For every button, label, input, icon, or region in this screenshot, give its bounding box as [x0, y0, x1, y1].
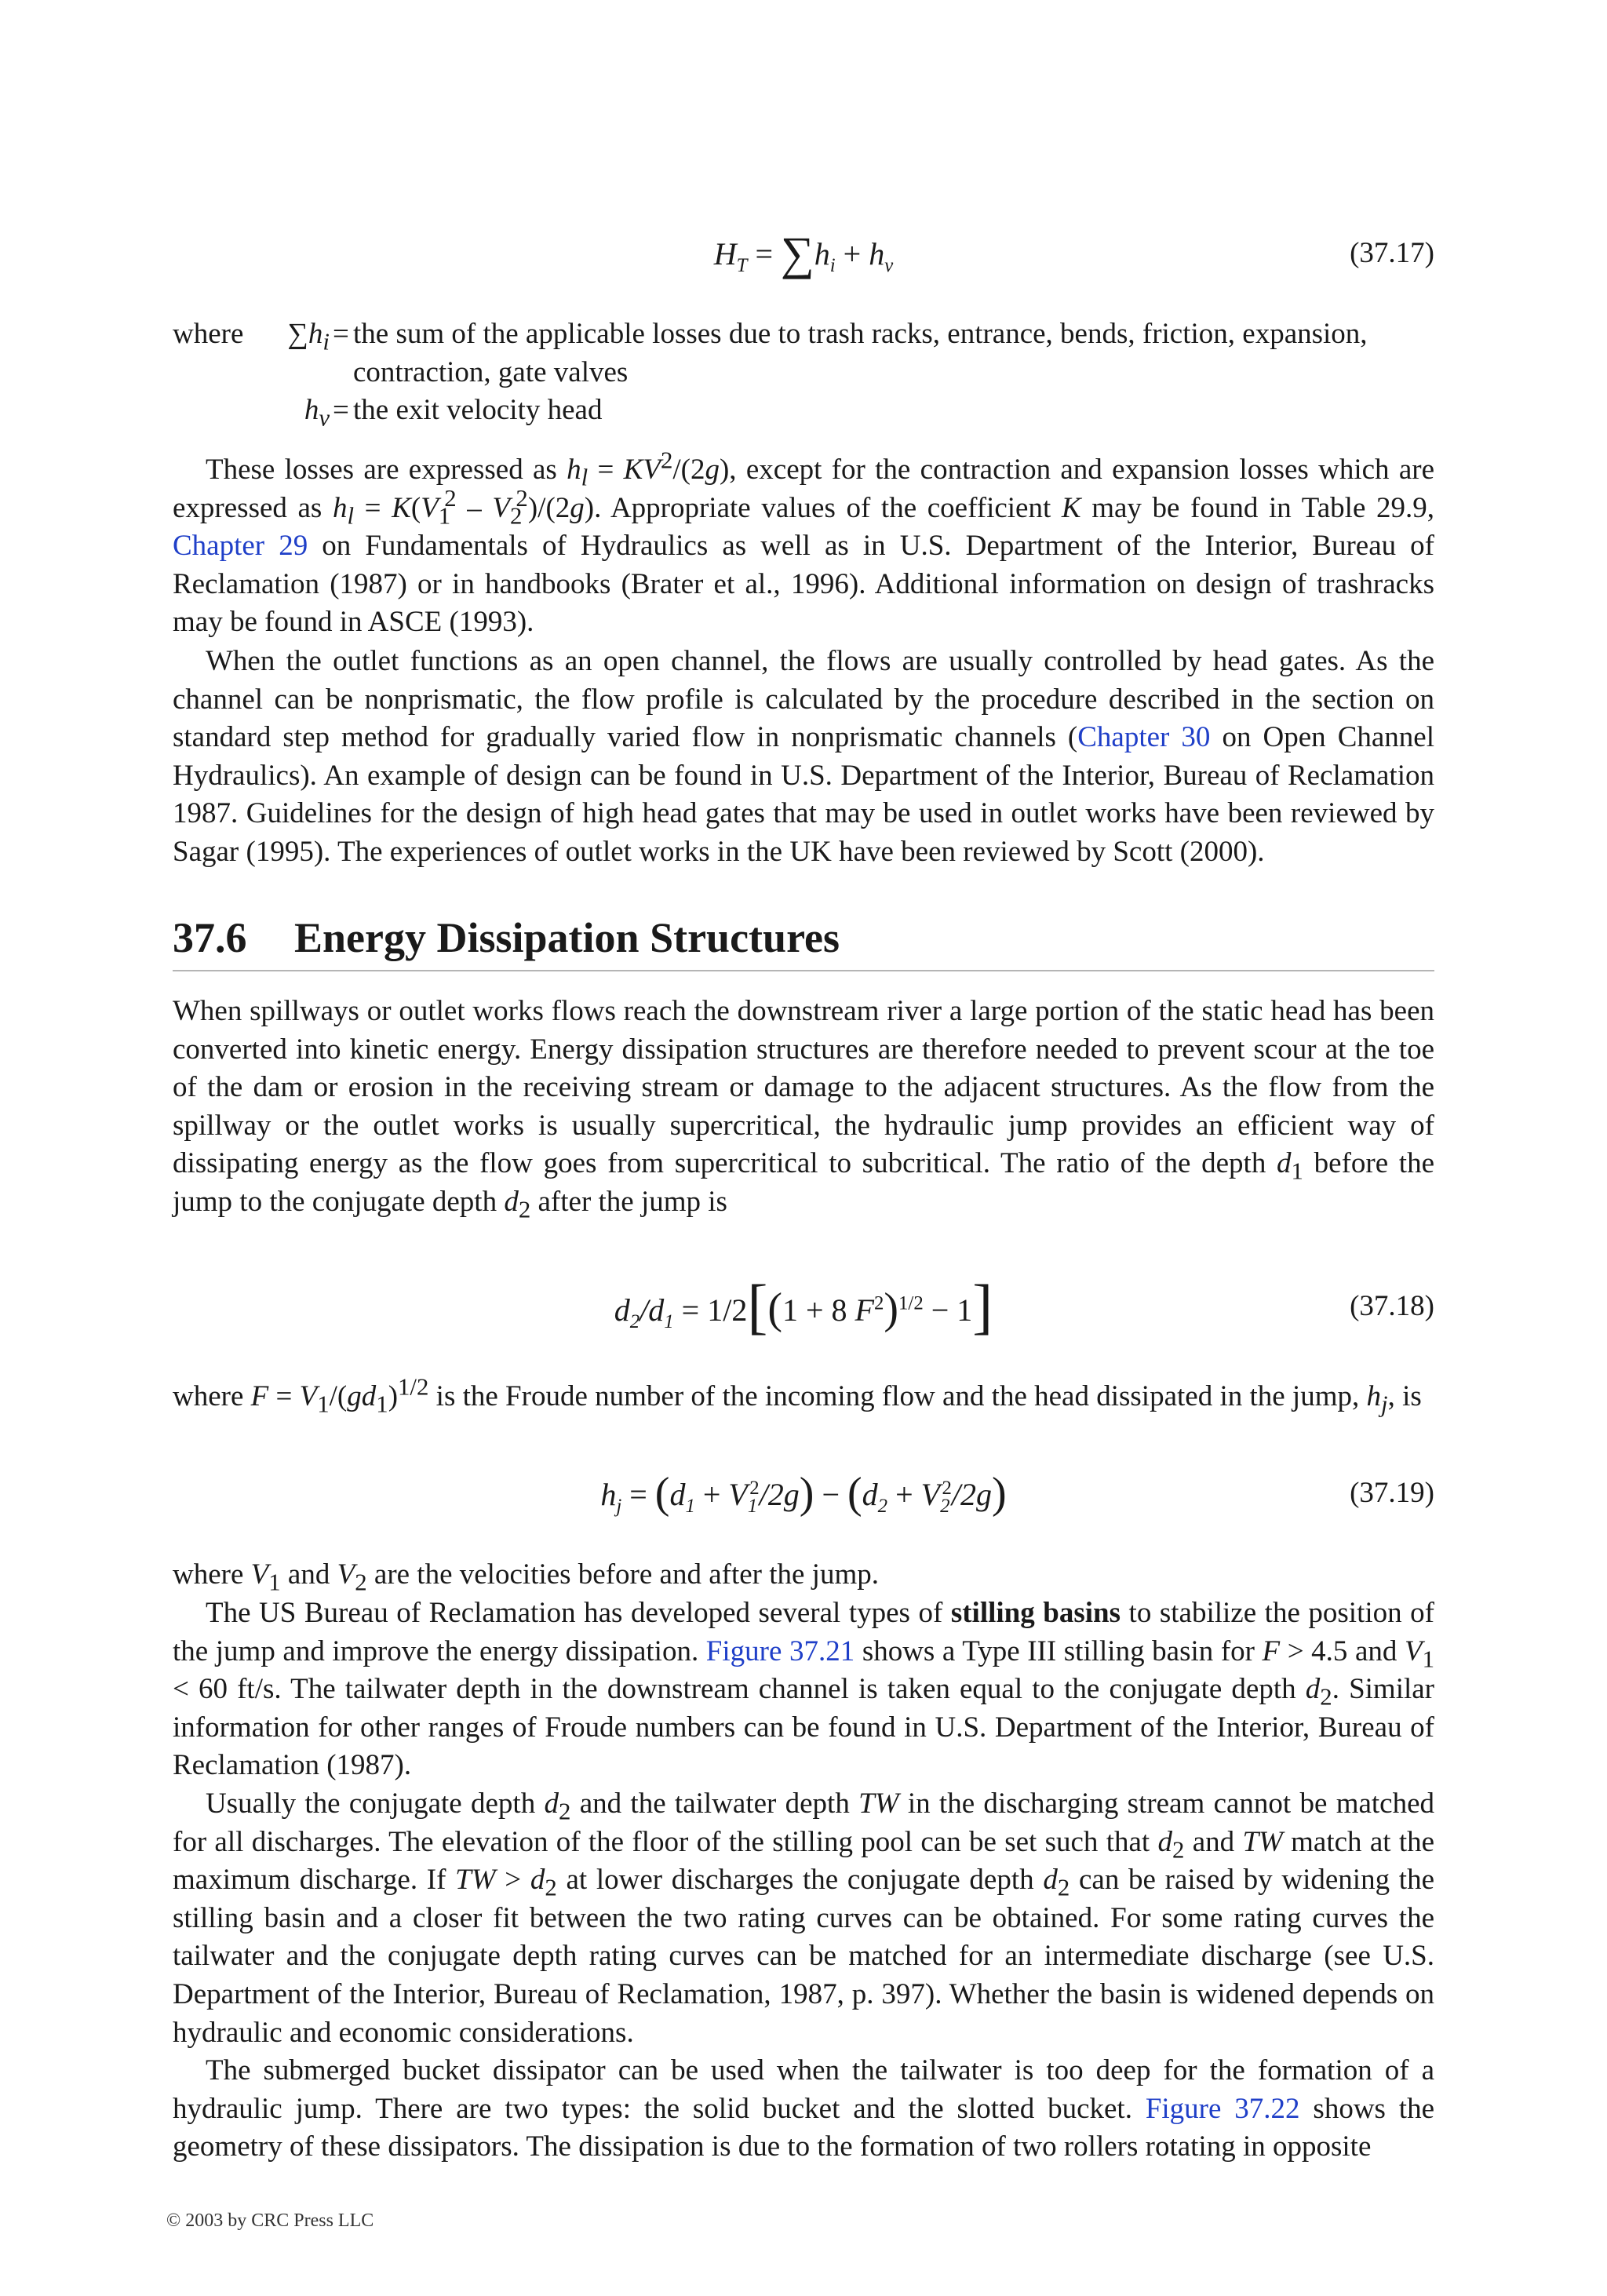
equation-number: (37.19) [1350, 1477, 1434, 1509]
equation-37-17-math: $H_T = \sum h_i + h_v$ [713, 228, 894, 279]
link-figure-37-21[interactable]: Figure 37.21 [705, 1635, 855, 1667]
definition-sum-losses: where $\sum h_i$ = the sum of the applicable losses due to trash racks, entrance, bends, friction, expansion, contraction, gate valves [173, 315, 1434, 392]
paragraph-energy-dissipation-intro: When spillways or outlet works flows reach the downstream river a large portion of the static head has been converted into kinetic energy. Energy dissipation structures are therefore needed to prevent scour at the toe of the dam or erosion in the receiving stream or damage to the adjacent structures. As the flow from the spillway or the outlet works is usually supercritical, the hydraulic jump provides an efficient way of dissipating energy as the flow goes from supercritical to subcritical. The ratio of the depth $d_1$ before the jump to the conjugate depth $d_2$ after the jump is [173, 995, 1435, 1223]
where-label: where [173, 318, 244, 350]
equation-number: (37.17) [1350, 237, 1434, 269]
definition-text: the exit velocity head [353, 394, 603, 426]
paragraph-losses: These losses are expressed as $h_l = KV^2/(2g)$, except for the contraction and expansion losses which are expressed as $h_l = K(V_1^2 - V_2^2)/(2g)$. Appropriate values of the coefficient K may be found in Table 29.9, Chapter 29 on Fundamentals of Hydraulics as well as in U.S. Department of the Interior, Bureau of Reclamation (1987) or in handbooks (Brater et al., 1996). Additional information on design of trashracks may be found in ASCE (1993). [173, 446, 1435, 639]
equation-37-19-math: $h_j = (d_1 + V_1^2/2g) - (d_2 + V_2^2/2g)$ [600, 1469, 1007, 1518]
equation-37-18 [173, 1272, 1434, 1340]
section-heading [173, 910, 1434, 971]
where-definitions [173, 315, 1434, 430]
equation-37-18-math: $d_2/d_1 = 1/2[(1 + 8$ $F^2)^{1/2} - 1$] [614, 1272, 993, 1340]
equation-number: (37.18) [1350, 1290, 1434, 1322]
paragraph-open-channel-outlet: When the outlet functions as an open channel, the flows are usually controlled by head gates. As the channel can be nonprismatic, the flow profile is calculated by the procedure described in the section on standard step method for gradually varied flow in nonprismatic channels (Chapter 30 on Open Channel Hydraulics). An example of design can be found in U.S. Department of the Interior, Bureau of Reclamation 1987. Guidelines for the design of high head gates that may be used in outlet works have been reviewed by Sagar (1995). The experiences of outlet works in the UK have been reviewed by Scott (2000). [173, 645, 1435, 868]
link-chapter-30[interactable]: Chapter 30 [1077, 721, 1211, 754]
symbol-hv: $h_v$ [304, 394, 330, 432]
symbol-sum-hi: $\sum h_i$ [287, 318, 330, 355]
section-title: Energy Dissipation Structures [294, 914, 840, 961]
copyright-footer: © 2003 by CRC Press LLC [166, 2210, 374, 2231]
paragraph-velocities: where $V_1$ and $V_2$ are the velocities before and after the jump. [173, 1558, 879, 1596]
section-number: 37.6 [173, 914, 247, 961]
equation-37-17 [173, 222, 1434, 285]
paragraph-submerged-bucket: The submerged bucket dissipator can be used when the tailwater is too deep for the formation of a hydraulic jump. There are two types: the solid bucket and the slotted bucket. Figure 37.22 shows the geometry of these dissipators. The dissipation is due to the formation of two rollers rotating in opposite [173, 2054, 1435, 2163]
definition-text: the sum of the applicable losses due to trash racks, entrance, bends, friction, expansion, contraction, gate valves [353, 318, 1368, 388]
link-figure-37-22[interactable]: Figure 37.22 [1145, 2092, 1300, 2125]
paragraph-froude-number: where $F = V_1/(gd_1)^{1/2}$ is the Froude number of the incoming flow and the head dissipated in the jump, $h_j$, is [173, 1373, 1422, 1418]
equation-37-19 [173, 1462, 1434, 1525]
definition-hv: $h_v$ = the exit velocity head [173, 392, 1434, 430]
paragraph-stilling-basins: The US Bureau of Reclamation has developed several types of stilling basins to stabilize the position of the jump and improve the energy dissipation. Figure 37.21 shows a Type III stilling basin for F > 4.5 and $V_1 < 60$ ft/s. The tailwater depth in the downstream channel is taken equal to the conjugate depth $d_2$. Similar information for other ranges of Froude numbers can be found in U.S. Department of the Interior, Bureau of Reclamation (1987). [173, 1597, 1435, 1782]
link-chapter-29[interactable]: Chapter 29 [173, 530, 308, 563]
paragraph-tailwater-matching: Usually the conjugate depth $d_2$ and the tailwater depth TW in the discharging stream cannot be matched for all discharges. The elevation of the floor of the stilling pool can be set such that $d_2$ and TW match at the maximum discharge. If TW > $d_2$ at lower discharges the conjugate depth $d_2$ can be raised by widening the stilling basin and a closer fit between the two rating curves can be obtained. For some rating curves the tailwater and the conjugate depth rating curves can be matched for an intermediate discharge (see U.S. Department of the Interior, Bureau of Reclamation, 1987, p. 397). Whether the basin is widened depends on hydraulic and economic considerations. [173, 1788, 1435, 2049]
